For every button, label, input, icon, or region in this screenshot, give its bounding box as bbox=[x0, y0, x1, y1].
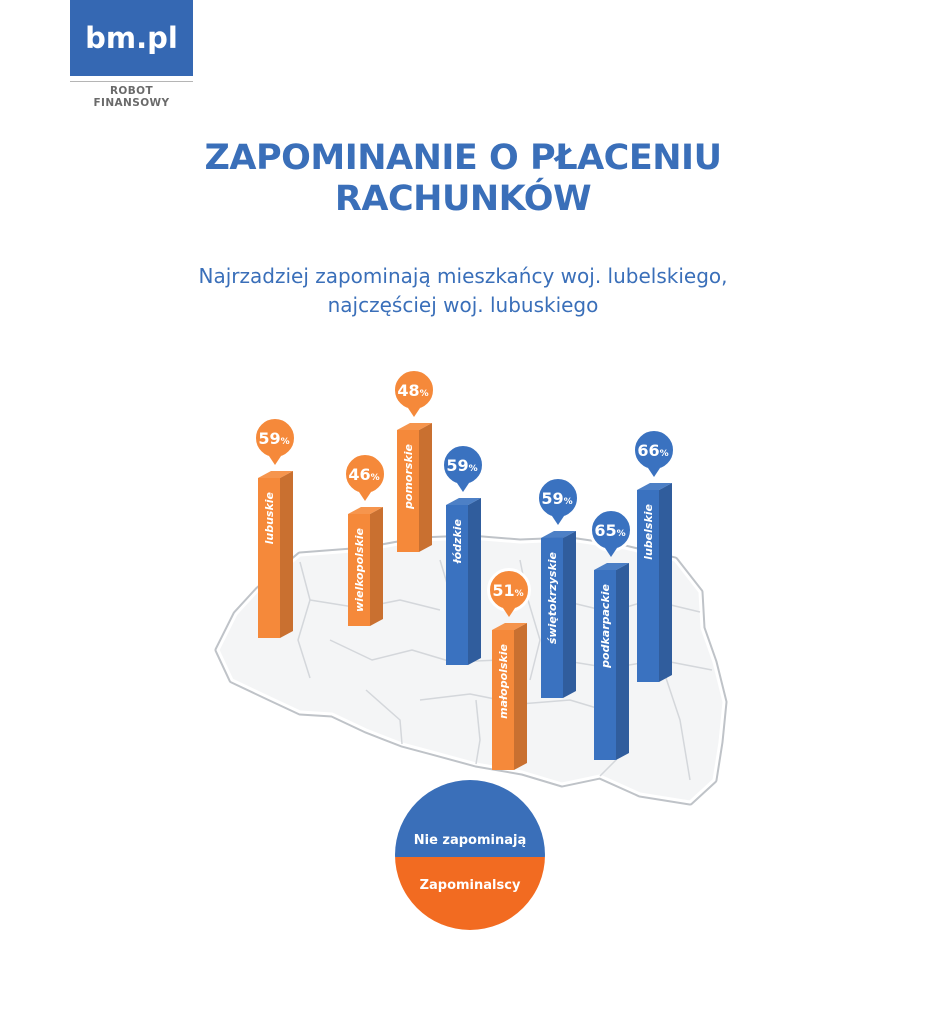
subtitle-line-1: Najrzadziej zapominają mieszkańcy woj. lubelskiego, bbox=[198, 264, 728, 288]
bar-label-świętokrzyskie: świętokrzyskie bbox=[546, 552, 559, 645]
value-bubble-pomorskie bbox=[394, 370, 435, 418]
bar-label-lubelskie: lubelskie bbox=[642, 504, 655, 560]
value-bubble-świętokrzyskie bbox=[538, 478, 579, 526]
bar-lubelskie bbox=[634, 430, 675, 683]
bar-label-małopolskie: małopolskie bbox=[497, 644, 510, 719]
value-bubble-lubuskie bbox=[255, 418, 296, 466]
bar-side bbox=[280, 471, 293, 638]
subtitle-line-2: najczęściej woj. lubuskiego bbox=[327, 293, 599, 317]
legend-swatch-zapominalscy bbox=[390, 857, 550, 937]
bar-label-pomorskie: pomorskie bbox=[402, 444, 415, 509]
value-label-wielkopolskie: 46% bbox=[348, 465, 380, 484]
bar-łódzkie bbox=[443, 445, 484, 666]
value-bubble-lubelskie bbox=[634, 430, 675, 478]
legend-label-nie-zapominaja: Nie zapominają bbox=[413, 833, 527, 848]
bar-label-podkarpackie: podkarpackie bbox=[599, 584, 612, 668]
value-label-podkarpackie: 65% bbox=[594, 521, 626, 540]
legend bbox=[390, 775, 550, 937]
value-label-lubuskie: 59% bbox=[258, 429, 290, 448]
value-label-lubelskie: 66% bbox=[637, 441, 669, 460]
value-bubble-wielkopolskie bbox=[345, 454, 386, 502]
logo-subtitle: ROBOT FINANSOWY bbox=[70, 81, 193, 109]
bar-label-łódzkie: łódzkie bbox=[451, 519, 464, 564]
value-label-małopolskie: 51% bbox=[492, 581, 524, 600]
bar-label-lubuskie: lubuskie bbox=[263, 492, 276, 545]
title-line-1: ZAPOMINANIE O PŁACENIU bbox=[204, 138, 722, 178]
bar-małopolskie bbox=[489, 570, 530, 771]
bar-side bbox=[563, 531, 576, 698]
logo-text: bm.pl bbox=[85, 21, 178, 55]
value-label-świętokrzyskie: 59% bbox=[541, 489, 573, 508]
bar-side bbox=[370, 507, 383, 626]
legend-label-zapominalscy: Zapominalscy bbox=[419, 878, 521, 893]
title-line-2: RACHUNKÓW bbox=[334, 179, 592, 219]
bar-świętokrzyskie bbox=[538, 478, 579, 699]
bar-lubuskie bbox=[255, 418, 296, 639]
bar-side bbox=[514, 623, 527, 770]
bar-side bbox=[616, 563, 629, 760]
bar-pomorskie bbox=[394, 370, 435, 553]
bar-side bbox=[468, 498, 481, 665]
value-label-pomorskie: 48% bbox=[397, 381, 429, 400]
value-label-łódzkie: 59% bbox=[446, 456, 478, 475]
value-bubble-łódzkie bbox=[443, 445, 484, 493]
bar-wielkopolskie bbox=[345, 454, 386, 627]
bar-side bbox=[419, 423, 432, 552]
bar-label-wielkopolskie: wielkopolskie bbox=[353, 528, 366, 612]
bar-side bbox=[659, 483, 672, 682]
